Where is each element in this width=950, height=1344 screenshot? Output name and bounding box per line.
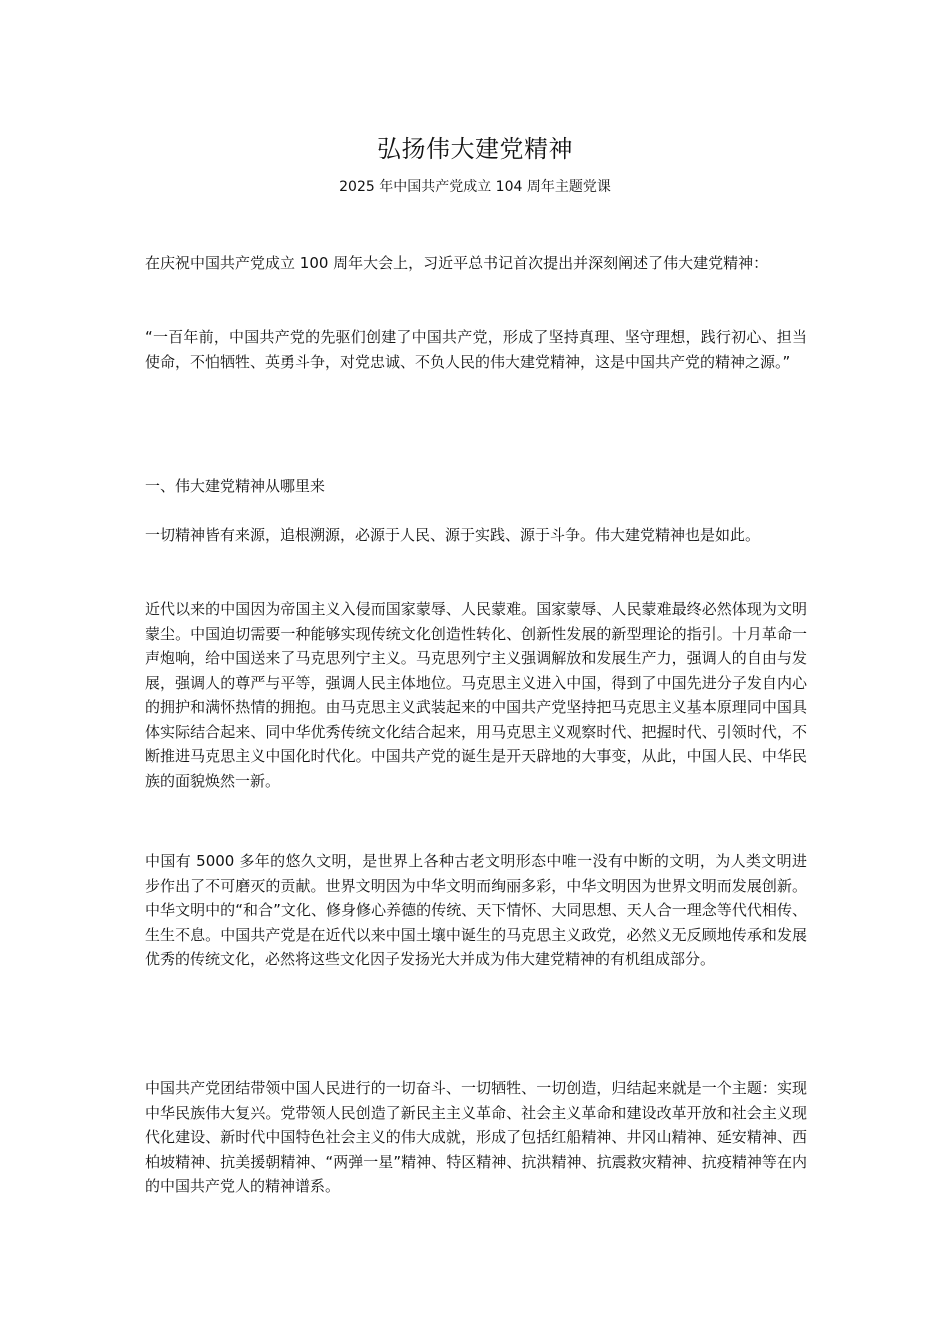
page-subtitle: 2025 年中国共产党成立 104 周年主题党课 xyxy=(339,179,611,195)
page-title: 弘扬伟大建党精神 xyxy=(377,135,573,163)
section-heading: 一、伟大建党精神从哪里来 xyxy=(145,477,326,495)
intro-paragraph: 在庆祝中国共产党成立 100 周年大会上，习近平总书记首次提出并深刻阐述了伟大建党精神： xyxy=(145,254,769,272)
paragraph: 中国共产党团结带领中国人民进行的一切奋斗、一切牺牲、一切创造，归结起来就是一个主题：实现中华民族伟大复兴。党带领人民创造了新民主主义革命、社会主义革命和建设改革开放和社会主义现代化建设、新时代中国特色社会主义的伟大成就，形成了包括红船精神、井冈山精神、延安精神、西柏坡精神、抗美援朝精神、“两弹一星”精神、特区精神、抗洪精神、抗震救灾精神、抗疫精神等在内的中国共产党人的精神谱系。 xyxy=(145,1079,807,1195)
paragraph: 近代以来的中国因为帝国主义入侵而国家蒙辱、人民蒙难。国家蒙辱、人民蒙难最终必然体现为文明蒙尘。中国迫切需要一种能够实现传统文化创造性转化、创新性发展的新型理论的指引。十月革命一声炮响，给中国送来了马克思列宁主义。马克思列宁主义强调解放和发展生产力，强调人的自由与发展，强调人的尊严与平等，强调人民主体地位。马克思主义进入中国，得到了中国先进分子发自内心的拥护和满怀热情的拥抱。由马克思主义武装起来的中国共产党坚持把马克思主义基本原理同中国具体实际结合起来、同中华优秀传统文化结合起来，用马克思主义观察时代、把握时代、引领时代，不断推进马克思主义中国化时代化。中国共产党的诞生是开天辟地的大事变，从此，中国人民、中华民族的面貌焕然一新。 xyxy=(145,600,807,790)
paragraph: 中国有 5000 多年的悠久文明，是世界上各种古老文明形态中唯一没有中断的文明，为人类文明进步作出了不可磨灭的贡献。世界文明因为中华文明而绚丽多彩，中华文明因为世界文明而发展创新。中华文明中的“和合”文化、修身修心养德的传统、天下情怀、大同思想、天人合一理念等代代相传、生生不息。中国共产党是在近代以来中国土壤中诞生的马克思主义政党，必然义无反顾地传承和发展优秀的传统文化，必然将这些文化因子发扬光大并成为伟大建党精神的有机组成部分。 xyxy=(145,852,807,968)
quote-paragraph: “一百年前，中国共产党的先驱们创建了中国共产党，形成了坚持真理、坚守理想，践行初心、担当使命，不怕牺牲、英勇斗争，对党忠诚、不负人民的伟大建党精神，这是中国共产党的精神之源。” xyxy=(145,328,807,371)
paragraph: 一切精神皆有来源，追根溯源，必源于人民、源于实践、源于斗争。伟大建党精神也是如此。 xyxy=(145,526,761,544)
